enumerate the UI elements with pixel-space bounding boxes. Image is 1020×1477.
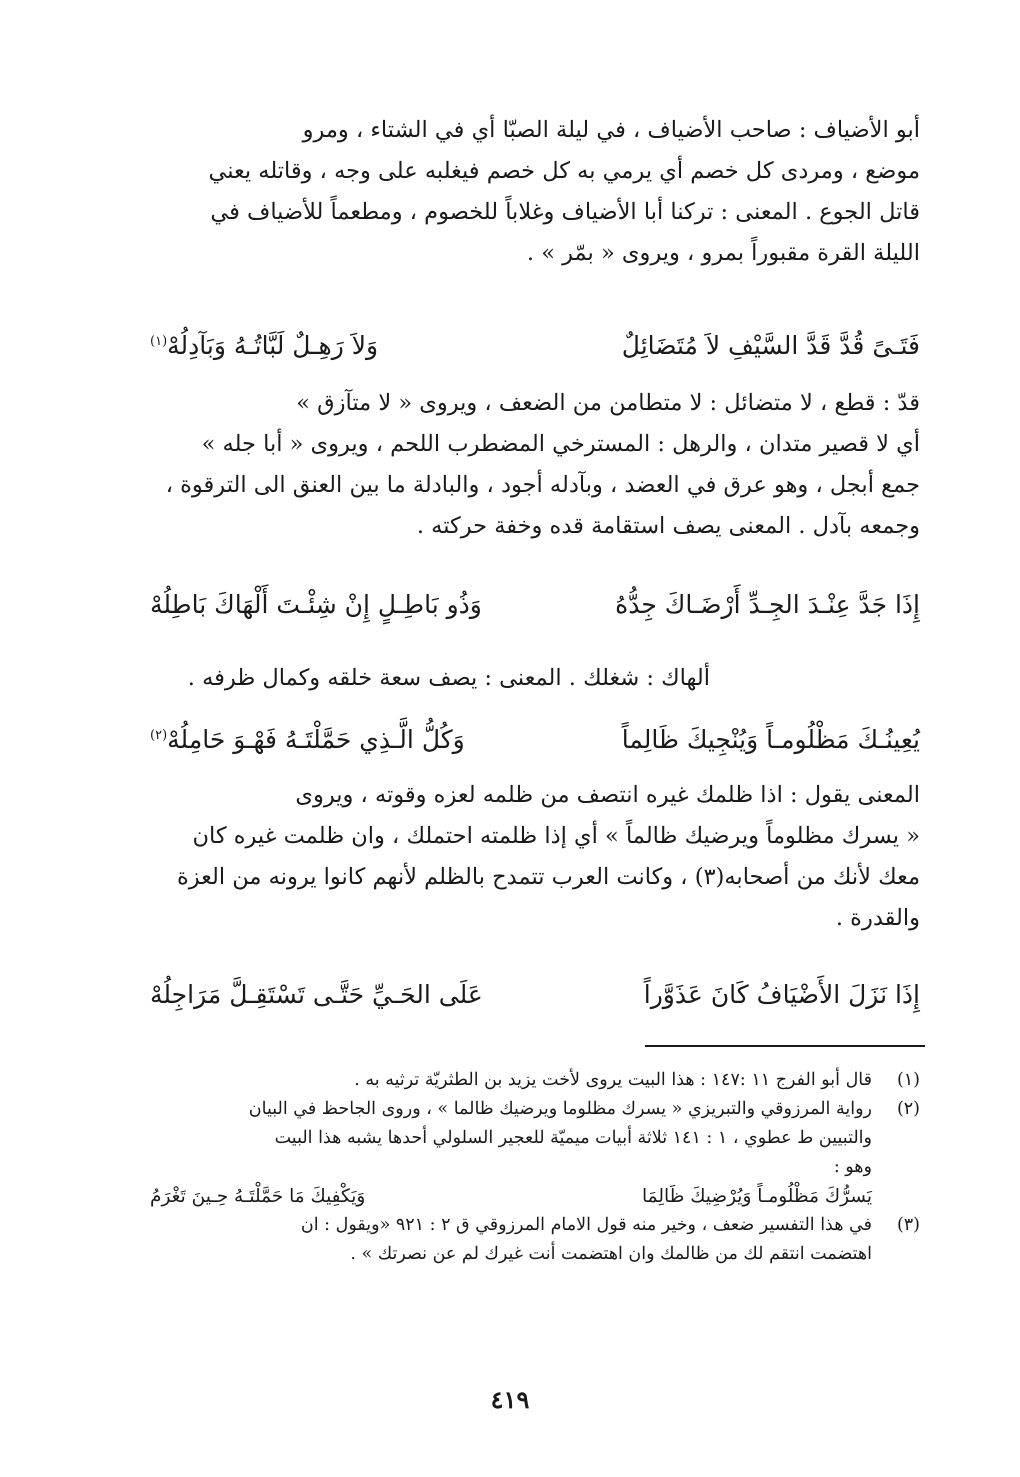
- footnote-2: [150, 1095, 920, 1211]
- verse-second-hemistich: [150, 322, 378, 366]
- footnote-number: (٢): [896, 1099, 920, 1119]
- verse-first-hemistich: يُعِينُـكَ مَظْلُومـاً وَيُنْجِيكَ ظَالِماً: [621, 725, 920, 755]
- footnote-number: (١): [896, 1070, 920, 1090]
- verse-text: وَلاَ رَهِـلٌ لَبَّاتُـهُ وَبَآدِلُهْ: [167, 331, 379, 361]
- page-number: ٤١٩: [490, 1385, 530, 1414]
- footnote-number: (٣): [896, 1215, 920, 1235]
- text-line: المعنى يقول : اذا ظلمك غيره انتصف من ظلمه لعزه وقوته ، ويروى: [295, 782, 920, 808]
- verse-first-hemistich: إِذَا نَزَلَ الأَضْيَافُ كَانَ عَذَوَّراً: [643, 980, 920, 1009]
- text-line: « يسرك مظلوماً ويرضيك ظالماً » أي إذا ظلمته احتملك ، وان ظلمت غيره كان: [192, 823, 920, 849]
- footnote-line: اهتضمت انتقم لك من ظالمك وان اهتضمت أنت غيرك لم عن نصرتك » .: [350, 1244, 872, 1264]
- footnote-marker: (١): [150, 334, 168, 349]
- footnotes: [150, 1066, 920, 1269]
- footnote-marker: (٢): [150, 728, 168, 743]
- text-line: ألهاك : شغلك . المعنى : يصف سعة خلقه وكمال ظرفه .: [187, 665, 710, 691]
- text-line: والقدرة .: [835, 905, 920, 931]
- footnote-line: رواية المرزوقي والتبريزي « يسرك مظلوما ويرضيك ظالما » ، وروى الجاحظ في البيان: [248, 1099, 872, 1119]
- verse-first-hemistich: فَتَـىً قُدَّ قَدَّ السَّيْفِ لاَ مُتَضَائِلٌ: [621, 331, 920, 361]
- text-line: وجمعه بآدل . المعنى يصف استقامة قده وخفة حركته .: [416, 513, 920, 539]
- commentary-paragraph-4: [150, 775, 920, 939]
- verse-2: [150, 585, 920, 625]
- verse-second-hemistich: [150, 716, 465, 760]
- commentary-paragraph-2: [150, 383, 920, 547]
- footnote-verse: [150, 1182, 872, 1211]
- verse-second-hemistich: وَذُو بَاطِـلٍ إِنْ شِئْـتَ أَلْهَاكَ بَاطِلُهْ: [150, 590, 482, 619]
- footnote-line: والتبيين ط عطوي ، ١ : ١٤١ ثلاثة أبيات ميميّة للعجير السلولي أحدها يشبه هذا البيت: [274, 1128, 872, 1148]
- footnote-line: قال أبو الفرج ١١ :١٤٧ : هذا البيت يروى لأخت يزيد بن الطثريّة ترثيه به .: [354, 1070, 872, 1090]
- footnote-line: وهو :: [833, 1157, 872, 1177]
- commentary-paragraph-3: [150, 658, 710, 699]
- verse-3: [150, 716, 920, 760]
- text-line: أي لا قصير متدان ، والرهل : المسترخي المضطرب اللحم ، ويروى « أبا جله »: [201, 431, 920, 457]
- verse-1: [150, 322, 920, 366]
- footnote-line: في هذا التفسير ضعف ، وخير منه قول الامام المرزوقي ق ٢ : ٩٢١ «ويقول : ان: [300, 1215, 872, 1235]
- footnote-3: [150, 1211, 920, 1269]
- verse-first-hemistich: إِذَا جَدَّ عِنْـدَ الجِـدِّ أَرْضَـاكَ جِدُّهُ: [615, 590, 920, 619]
- verse-first-hemistich: يَسرُّكَ مَظْلُومـاً وَيُرْضِيكَ ظَالِمَا: [642, 1186, 872, 1207]
- text-line: قاتل الجوع . المعنى : تركنا أبا الأضياف وغلاباً للخصوم ، ومطعماً للأضياف في: [210, 199, 920, 225]
- text-line: موضع ، ومردى كل خصم أي يرمي به كل خصم فيغلبه على وجه ، وقاتله يعني: [208, 158, 920, 184]
- footnote-1: [150, 1066, 920, 1095]
- text-line: جمع أبجل ، وهو عرق في العضد ، وبآدله أجود ، والبادلة ما بين العنق الى الترقوة ،: [165, 472, 920, 498]
- verse-second-hemistich: عَلَى الحَـيِّ حَتَّـى تَسْتَقِـلَّ مَرَاجِلُهْ: [150, 980, 483, 1009]
- text-line: قدّ : قطع ، لا متضائل : لا متطامن من الضعف ، ويروى « لا متآزق »: [296, 390, 920, 416]
- text-line: أبو الأضياف : صاحب الأضياف ، في ليلة الصبّا أي في الشتاء ، ومرو: [302, 117, 920, 143]
- text-line: الليلة القرة مقبوراً بمرو ، ويروى « بمّر » .: [526, 240, 920, 266]
- verse-4: [150, 975, 920, 1015]
- commentary-paragraph-1: [150, 110, 920, 274]
- verse-second-hemistich: وَيَكْفِيكَ مَا حَمَّلْتَـهُ حِـينَ تَغْرَمُ: [150, 1186, 366, 1207]
- verse-text: وَكُلُّ الَّـذِي حَمَّلْتَـهُ فَهْـوَ حَامِلُهْ: [167, 725, 465, 755]
- text-line: معك لأنك من أصحابه(٣) ، وكانت العرب تتمدح بالظلم لأنهم كانوا يرونه من العزة: [176, 864, 920, 890]
- footnote-divider: [645, 1045, 925, 1047]
